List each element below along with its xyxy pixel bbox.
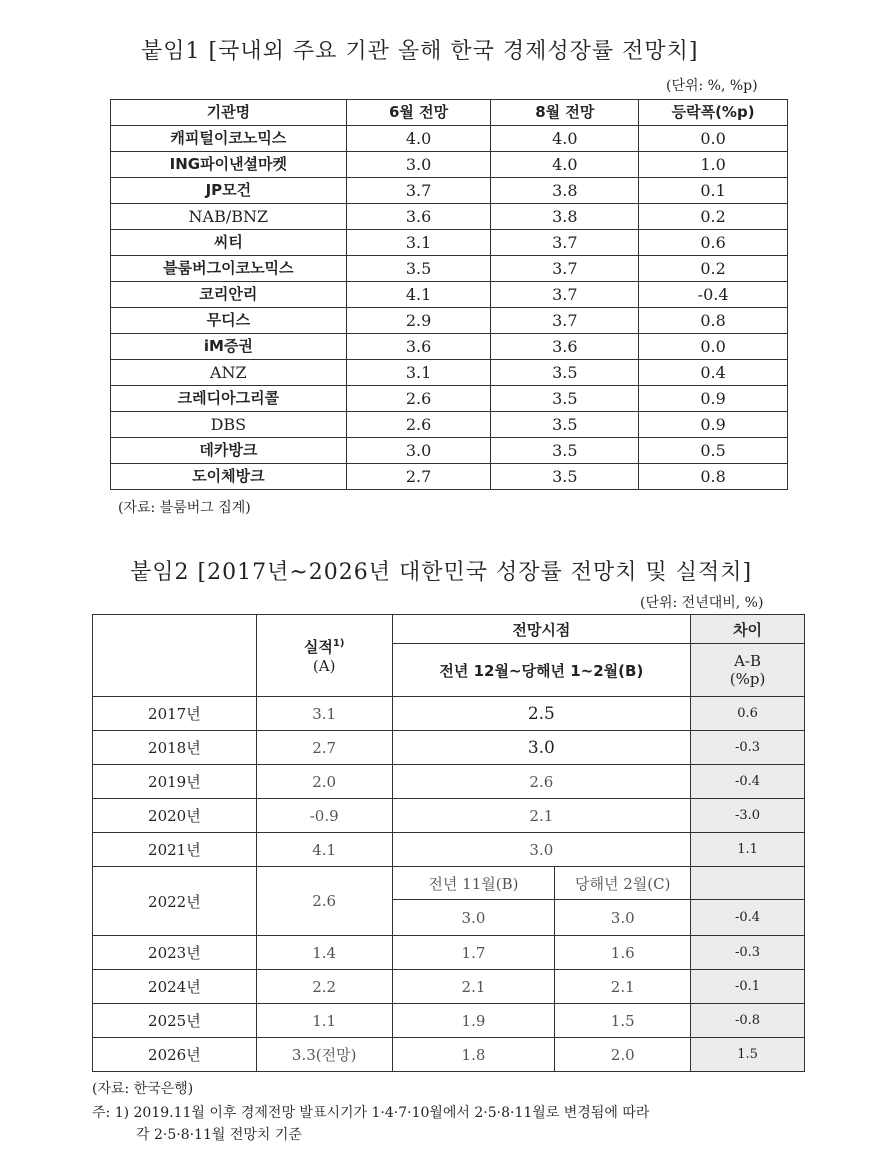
actual-value: -0.9 [256, 799, 392, 833]
table-row [111, 230, 788, 256]
diff-value: 0.6 [691, 697, 805, 731]
diff-value: -0.1 [691, 970, 805, 1004]
institution-name: 캐피털이코노믹스 [111, 126, 347, 152]
june-value: 2.6 [346, 412, 491, 438]
year-cell: 2023년 [93, 936, 257, 970]
table-row [111, 256, 788, 282]
year-cell: 2017년 [93, 697, 257, 731]
change-value: 0.6 [639, 230, 788, 256]
institution-name: NAB/BNZ [111, 204, 347, 230]
year-cell: 2022년 [93, 867, 257, 936]
forecast-c-value: 2.1 [555, 970, 691, 1004]
change-value: 0.5 [639, 438, 788, 464]
forecast-b-value: 2.1 [392, 970, 555, 1004]
june-value: 2.7 [346, 464, 491, 490]
header-august-forecast: 8월 전망 [491, 100, 639, 126]
header-diff-unit: (%p) [729, 670, 766, 688]
change-value: 0.8 [639, 308, 788, 334]
header-forecast-time: 전망시점 [392, 615, 691, 644]
forecast-c-value: 2.0 [555, 1038, 691, 1072]
forecast-b-value: 1.7 [392, 936, 555, 970]
institution-name: 도이체방크 [111, 464, 347, 490]
table-row [93, 1038, 805, 1072]
table2-unit: (단위: 전년대비, %) [640, 595, 764, 611]
actual-value: 2.6 [256, 867, 392, 936]
institution-name: JP모건 [111, 178, 347, 204]
year-cell: 2025년 [93, 1004, 257, 1038]
institution-name: 무디스 [111, 308, 347, 334]
year-cell: 2018년 [93, 731, 257, 765]
june-value: 3.1 [346, 360, 491, 386]
forecast-table-institutions [110, 99, 788, 490]
forecast-c-value: 3.0 [555, 900, 691, 936]
august-value: 3.7 [491, 230, 639, 256]
actual-value: 2.0 [256, 765, 392, 799]
header-diff-sub [691, 644, 805, 697]
table-row [93, 765, 805, 799]
institution-name: ING파이낸셜마켓 [111, 152, 347, 178]
footnote-line-2: 각 2·5·8·11월 전망치 기준 [136, 1127, 302, 1143]
table2-title: 붙임2 [2017년~2026년 대한민국 성장률 전망치 및 실적치] [130, 560, 753, 585]
subheader-current-february: 당해년 2월(C) [555, 867, 691, 900]
table1-source: (자료: 블룸버그 집계) [118, 500, 251, 516]
actual-value: 1.4 [256, 936, 392, 970]
june-value: 3.1 [346, 230, 491, 256]
header-forecast-period: 전년 12월~당해년 1~2월(B) [392, 644, 691, 697]
august-value: 3.8 [491, 178, 639, 204]
header-diff: 차이 [691, 615, 805, 644]
june-value: 3.0 [346, 152, 491, 178]
august-value: 3.5 [491, 360, 639, 386]
june-value: 3.6 [346, 334, 491, 360]
june-value: 4.0 [346, 126, 491, 152]
august-value: 3.6 [491, 334, 639, 360]
table-row [111, 386, 788, 412]
diff-value: -0.4 [691, 765, 805, 799]
change-value: 0.9 [639, 386, 788, 412]
institution-name: 데카방크 [111, 438, 347, 464]
table-header-row [111, 100, 788, 126]
table-row [111, 412, 788, 438]
forecast-value: 3.0 [392, 833, 691, 867]
table-row [93, 833, 805, 867]
table-row [111, 308, 788, 334]
forecast-value: 2.5 [392, 697, 691, 731]
june-value: 2.9 [346, 308, 491, 334]
actual-value: 1.1 [256, 1004, 392, 1038]
table-row [111, 438, 788, 464]
june-value: 3.7 [346, 178, 491, 204]
table1-unit: (단위: %, %p) [666, 78, 758, 94]
table-row [111, 204, 788, 230]
change-value: 1.0 [639, 152, 788, 178]
institution-name: 씨티 [111, 230, 347, 256]
august-value: 3.5 [491, 386, 639, 412]
growth-forecast-table [92, 614, 805, 1072]
actual-value: 2.7 [256, 731, 392, 765]
actual-value: 2.2 [256, 970, 392, 1004]
table-row [93, 697, 805, 731]
institution-name: 코리안리 [111, 282, 347, 308]
year-cell: 2020년 [93, 799, 257, 833]
change-value: 0.0 [639, 126, 788, 152]
table-header-row [93, 615, 805, 644]
diff-value: -0.3 [691, 936, 805, 970]
august-value: 4.0 [491, 126, 639, 152]
header-actual-label: 실적 [303, 638, 333, 656]
august-value: 3.5 [491, 412, 639, 438]
institution-name: 크레디아그리콜 [111, 386, 347, 412]
table-row [111, 464, 788, 490]
change-value: 0.4 [639, 360, 788, 386]
table1-title: 붙임1 [국내외 주요 기관 올해 한국 경제성장률 전망치] [141, 39, 699, 64]
diff-value: -0.3 [691, 731, 805, 765]
year-cell: 2024년 [93, 970, 257, 1004]
actual-value: 3.3(전망) [256, 1038, 392, 1072]
institution-name: 블룸버그이코노믹스 [111, 256, 347, 282]
change-value: 0.1 [639, 178, 788, 204]
change-value: 0.9 [639, 412, 788, 438]
august-value: 3.7 [491, 308, 639, 334]
table-row [111, 282, 788, 308]
diff-blank [691, 867, 805, 900]
table-row [93, 731, 805, 765]
june-value: 2.6 [346, 386, 491, 412]
header-actual-sub: (A) [312, 657, 336, 675]
actual-value: 4.1 [256, 833, 392, 867]
table-row [93, 799, 805, 833]
table2-source: (자료: 한국은행) [92, 1081, 194, 1097]
forecast-value: 2.6 [392, 765, 691, 799]
actual-value: 3.1 [256, 697, 392, 731]
year-cell: 2019년 [93, 765, 257, 799]
june-value: 4.1 [346, 282, 491, 308]
diff-value: -0.4 [691, 900, 805, 936]
diff-value: -3.0 [691, 799, 805, 833]
forecast-b-value: 1.8 [392, 1038, 555, 1072]
june-value: 3.5 [346, 256, 491, 282]
forecast-c-value: 1.5 [555, 1004, 691, 1038]
subheader-prev-november: 전년 11월(B) [392, 867, 555, 900]
change-value: 0.8 [639, 464, 788, 490]
forecast-value: 3.0 [392, 731, 691, 765]
diff-value: -0.8 [691, 1004, 805, 1038]
table-row [93, 936, 805, 970]
header-blank [93, 615, 257, 697]
diff-value: 1.5 [691, 1038, 805, 1072]
change-value: 0.0 [639, 334, 788, 360]
table-row [111, 178, 788, 204]
june-value: 3.0 [346, 438, 491, 464]
forecast-value: 2.1 [392, 799, 691, 833]
footnote-line-1: 주: 1) 2019.11월 이후 경제전망 발표시기가 1·4·7·10월에서 2·5·8·11월로 변경됨에 따라 [92, 1105, 650, 1121]
table-row [111, 126, 788, 152]
header-june-forecast: 6월 전망 [346, 100, 491, 126]
header-institution: 기관명 [111, 100, 347, 126]
august-value: 3.5 [491, 438, 639, 464]
table-row [93, 970, 805, 1004]
forecast-b-value: 3.0 [392, 900, 555, 936]
august-value: 3.7 [491, 256, 639, 282]
diff-value: 1.1 [691, 833, 805, 867]
institution-name: iM증권 [111, 334, 347, 360]
table-row [111, 152, 788, 178]
change-value: 0.2 [639, 204, 788, 230]
year-cell: 2026년 [93, 1038, 257, 1072]
header-change: 등락폭(%p) [639, 100, 788, 126]
institution-name: ANZ [111, 360, 347, 386]
forecast-b-value: 1.9 [392, 1004, 555, 1038]
august-value: 3.5 [491, 464, 639, 490]
table-row [93, 1004, 805, 1038]
august-value: 3.8 [491, 204, 639, 230]
header-diff-formula: A-B [734, 652, 762, 670]
table-row [111, 334, 788, 360]
year-cell: 2021년 [93, 833, 257, 867]
august-value: 3.7 [491, 282, 639, 308]
june-value: 3.6 [346, 204, 491, 230]
forecast-c-value: 1.6 [555, 936, 691, 970]
august-value: 4.0 [491, 152, 639, 178]
table-row [93, 867, 805, 900]
change-value: -0.4 [639, 282, 788, 308]
table-row [111, 360, 788, 386]
footnote-marker: 1) [332, 638, 345, 649]
institution-name: DBS [111, 412, 347, 438]
change-value: 0.2 [639, 256, 788, 282]
header-actual [256, 615, 392, 697]
